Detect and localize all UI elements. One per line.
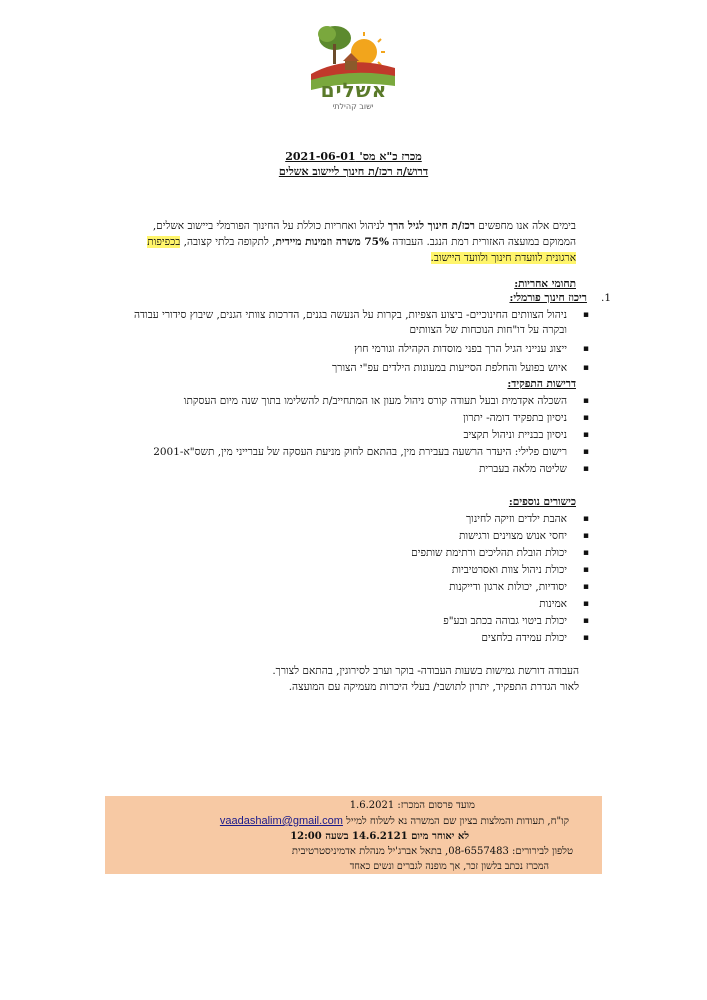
intro-paragraph — [121, 218, 576, 266]
email-link[interactable]: vaadashalim@gmail.com — [219, 815, 343, 827]
cv-instructions — [220, 815, 569, 827]
responsibility-item — [509, 292, 611, 304]
logo-name: אשלים — [320, 78, 388, 102]
item-label: ריכוז חינוך פורמלי: — [509, 292, 587, 304]
list-item: ▪ ניסיון בתפקיד דומה- יתרון — [129, 411, 589, 426]
list-item: ▪ ניסיון בבניית וניהול תקציב — [129, 428, 589, 443]
intro-text-3: , לתקופה בלתי קצובה, — [180, 236, 276, 248]
requirements-list — [129, 394, 589, 479]
responsibilities-heading: תחומי אחריות: — [514, 278, 576, 290]
item-number: 1. — [600, 292, 611, 304]
list-item: ▪ השכלה אקדמית ובעל תעודה קורס ניהול מעון או המתחייב/ת להשלימו בתוך שנה מיום העסקתו — [129, 394, 589, 409]
tender-position-title: דרוש/ה רכז/ת חינוך ליישוב אשלים — [278, 165, 429, 178]
logo-text — [296, 78, 412, 111]
requirements-heading: דרישות התפקיד: — [507, 378, 576, 390]
responsibilities-list — [129, 308, 589, 378]
list-item: ▪ ייצוג ענייני הגיל הרך בפני מוסדות הקהילה וגורמי חוץ — [129, 342, 589, 357]
intro-text-1: בימים אלה אנו מחפשים — [474, 220, 576, 232]
tender-number-title: מכרז כ"א מס' 2021-06-01 — [285, 150, 422, 163]
list-item: ▪ יחסי אנוש מצוינים ורגישות — [129, 529, 589, 544]
deadline: לא יאוחר מיום 14.6.2121 בשעה 12:00 — [290, 831, 469, 842]
intro-percent: 75% משרה וזמינות מיידית — [275, 236, 389, 248]
list-item: ▪ יכולת ביטוי גבוהה בכתב ובע"פ — [129, 614, 589, 629]
list-item: ▪ יכולת ניהול צוות ואסרטיביות — [129, 563, 589, 578]
closing-line-1: העבודה דורשת גמישות בשעות העבודה- בוקר וערב לסירוגין, בהתאם לצורך. — [272, 665, 579, 677]
skills-list — [129, 512, 589, 648]
intro-role: רכז/ת חינוך לגיל הרך — [387, 220, 475, 232]
list-item: ▪ איוש בפועל והחלפת הסייעות במעונות הילדים עפ"י הצורך — [129, 361, 589, 376]
intro-text-2: לניהול ואחריות כוללת על החינוך הפורמלי ביישוב אשלים, הממוקם במועצה האזורית רמת הנגב. העבודה — [152, 220, 576, 248]
phone-contact: טלפון לבירורים: 08-6557483, בתאל אברג'יל מנהלת אדמיניסטרטיבית — [291, 846, 573, 857]
cv-text: קו"ח, תעודות והמלצות בציון שם המשרה נא לשלוח למייל — [346, 816, 569, 827]
list-item: ▪ יכולת הובלת תהליכים ורתימת שותפים — [129, 546, 589, 561]
logo-subtitle: ישוב קהילתי — [332, 102, 374, 111]
skills-heading: כישורים נוספים: — [508, 496, 576, 508]
list-item: ▪ שליטה מלאה בעברית — [129, 462, 589, 477]
list-item: ▪ אמינות — [129, 597, 589, 612]
list-item: ▪ אהבת ילדים וזיקה לחינוך — [129, 512, 589, 527]
list-item: ▪ יכולת עמידה בלחצים — [129, 631, 589, 646]
list-item: ▪ רישום פלילי: היעדר הרשעה בעבירת מין, בהתאם לחוק מניעת העסקה של עברייני מין, תשס"א-2001 — [129, 445, 589, 460]
gender-note: המכרז נכתב בלשון זכר, אך מופנה לגברים ונשים כאחד — [349, 861, 549, 872]
closing-note — [119, 663, 579, 695]
intro-highlight: בכפיפות ארגונית לוועדת חינוך ולוועד היישוב. — [147, 236, 576, 264]
list-item: ▪ ניהול הצוותים החינוכיים- ביצוע הצפיות, בקרות על הנעשה בגנים, הדרכות צוותי הגנים, שיבוץ סידורי עבודה ובקרה על דו"חות הנוכחות של הצוותים — [129, 308, 589, 338]
publish-date: מועד פרסום המכרז: 1.6.2021 — [349, 800, 475, 811]
closing-line-2: לאור הגדרת התפקיד, יתרון לתושבי/ בעלי היכרות מעמיקה עם המועצה. — [288, 681, 579, 693]
list-item: ▪ יסודיות, יכולות ארגון ודייקנות — [129, 580, 589, 595]
